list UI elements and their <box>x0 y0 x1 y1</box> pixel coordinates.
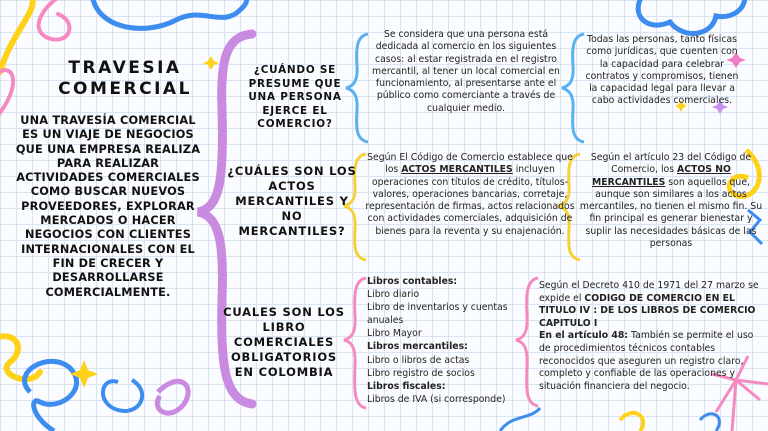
law-article-text: También se permite el uso de procedimientos técnicos contables reconocidos que aseguren un registro claro, completo y confiable de las operaciones y situación financiera del negocio. <box>539 330 754 392</box>
answer-2-b-post: son aquellos que, aunque son similares a los actos mercantiles, no tienen el mismo fin. Su fin principal es generar bienestar y suplir las necesidades básicas de las personas <box>579 176 763 250</box>
answer-2-b-pre: Según el artículo 23 del Código de Comercio, los <box>590 152 752 176</box>
book-list-item: Libro registro de socios <box>367 367 475 379</box>
blue-cloud-top-right <box>638 0 745 33</box>
book-list-item: Libro o libros de actas <box>367 354 470 366</box>
answer-2-a-pre: Según El Código de Comercio establece que los <box>367 152 573 176</box>
pink-swirl-top <box>39 0 70 40</box>
question-1: ¿CUÁNDO SE PRESUME QUE UNA PERSONA EJERCE EL COMERCIO? <box>248 64 342 130</box>
blue-spiral-bottom <box>103 380 142 411</box>
books-category-label: Libros fiscales: <box>367 380 446 392</box>
pink-brace-1 <box>344 278 366 408</box>
blue-brace-2 <box>562 34 584 142</box>
book-list-item: Libro Mayor <box>367 328 422 340</box>
answer-1-b: Todas las personas, tanto físicas como jurídicas, que cuenten con la capacidad para celebrar contratos y compromisos, tienen la capacidad legal para llevar a cabo actividades comerciales. <box>585 34 739 107</box>
books-category-label: Libros contables: <box>367 276 458 287</box>
law-bold: CODIGO DE COMERCIO EN EL TITULO IV : DE LOS LIBROS DE COMERCIO CAPITULO I <box>539 292 756 329</box>
purple-loop-bottom <box>157 381 188 413</box>
books-category-label: Libros mercantiles: <box>367 341 468 353</box>
pink-squiggle-bottom-right <box>500 408 540 431</box>
actos-no-mercantiles-term: ACTOS NO MERCANTILES <box>591 164 731 188</box>
yellow-swirl-top <box>0 0 33 72</box>
answer-1-a: Se considera que una persona está dedicada al comercio en los siguientes casos: al estar registrada en el registro mercantil, al tener un local comercial en funcionamiento, al presentarse ante el público como comerciante a través de cualquier medio. <box>372 29 560 114</box>
books-list <box>367 275 527 406</box>
question-3: CUALES SON LOS LIBRO COMERCIALES OBLIGATORIOS EN COLOMBIA <box>223 305 345 379</box>
law-article-label: En el artículo 48: <box>539 330 629 342</box>
yellow-wave-bottom-left <box>0 336 40 379</box>
answer-2-b <box>578 152 764 250</box>
answer-2-a-post: incluyen operaciones con títulos de crédito, títulos-valores, operaciones bancarias, corretaje, representación de firmas, actos relacionados con actividades comerciales, adquisición de bienes para la reventa y su enajenación. <box>365 164 575 237</box>
book-list-item: Libro de inventarios y cuentas anuales <box>367 302 508 327</box>
answer-2-a <box>365 152 575 238</box>
pink-loop-left <box>0 70 13 120</box>
blue-curl-bottom-right <box>700 414 719 431</box>
main-title: TRAVESIA COMERCIAL <box>58 58 192 99</box>
actos-mercantiles-term: ACTOS MERCANTILES <box>401 164 513 176</box>
main-description: UNA TRAVESÍA COMERCIAL ES UN VIAJE DE NEGOCIOS QUE UNA EMPRESA REALIZA PARA REALIZAR ACTIVIDADES COMERCIALES COMO BUSCAR NUEVOS PROVEEDORES, EXPLORAR MERCADOS O HACER NEGOCIOS CON CLIENTES INTERNACIONALES CON EL FIN DE CRECER Y DESARROLLARSE COMERCIALMENTE. <box>15 114 201 299</box>
blue-loop-bottom-left <box>25 361 77 431</box>
law-intro: Según el Decreto 410 de 1971 del 27 marzo se expide el <box>539 280 759 304</box>
law-text <box>539 280 759 393</box>
book-list-item: Libros de IVA (si corresponde) <box>367 393 506 405</box>
question-2: ¿CUÁLES SON LOS ACTOS MERCANTILES Y NO MERCANTILES? <box>227 164 357 238</box>
book-list-item: Libro diario <box>367 289 420 301</box>
blue-wave-top <box>92 0 247 28</box>
yellow-swirl-bottom-right <box>620 413 643 431</box>
